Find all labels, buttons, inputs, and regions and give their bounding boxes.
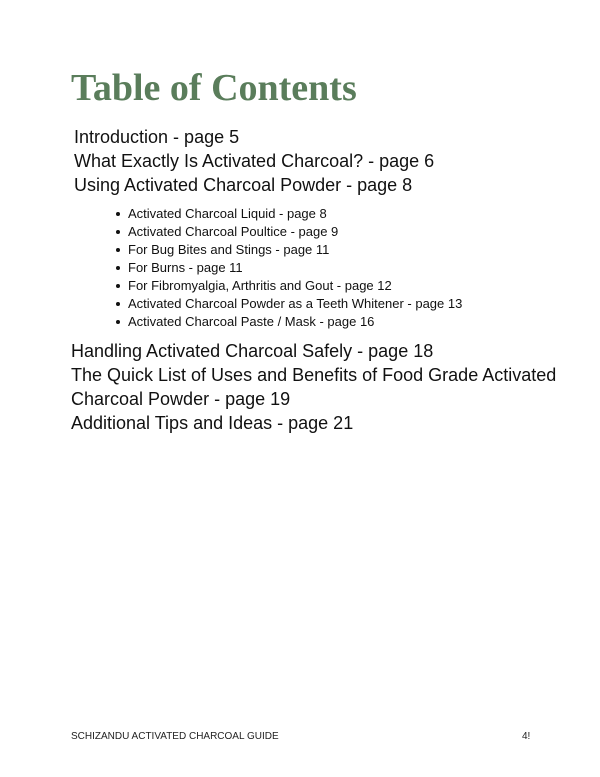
toc-subentry-burns[interactable] — [116, 259, 462, 277]
bullet-icon — [116, 212, 120, 216]
toc-entry-quick-list[interactable]: The Quick List of Uses and Benefits of Food Grade Activated Charcoal Powder - page 19 — [71, 365, 557, 409]
page-title: Table of Contents — [71, 67, 357, 109]
bullet-icon — [116, 302, 120, 306]
toc-subentry-bug-bites[interactable] — [116, 241, 462, 259]
bullet-icon — [116, 266, 120, 270]
toc-subentry-liquid[interactable] — [116, 205, 462, 223]
footer-guide-title: SCHIZANDU ACTIVATED CHARCOAL GUIDE — [71, 731, 279, 742]
footer-page-number: 4! — [522, 731, 531, 742]
toc-subentry-teeth-whitener[interactable] — [116, 295, 462, 313]
toc-subentry-label: For Bug Bites and Stings - page 11 — [128, 242, 330, 257]
toc-subentry-label: Activated Charcoal Powder as a Teeth Whitener - page 13 — [128, 296, 463, 311]
toc-subentry-poultice[interactable] — [116, 223, 462, 241]
toc-entry-additional-tips[interactable]: Additional Tips and Ideas - page 21 — [71, 413, 354, 433]
bullet-icon — [116, 248, 120, 252]
toc-secondary-entries — [71, 339, 561, 435]
toc-entry-what-is-activated-charcoal[interactable]: What Exactly Is Activated Charcoal? - page 6 — [74, 151, 435, 171]
bullet-icon — [116, 230, 120, 234]
toc-entry-introduction[interactable]: Introduction - page 5 — [74, 127, 240, 147]
toc-entry-using-powder[interactable]: Using Activated Charcoal Powder - page 8 — [74, 175, 413, 195]
toc-subentry-paste-mask[interactable] — [116, 313, 462, 331]
toc-subentry-label: For Fibromyalgia, Arthritis and Gout - page 12 — [128, 278, 392, 293]
toc-main-entries — [74, 125, 434, 197]
toc-sublist — [116, 205, 462, 331]
bullet-icon — [116, 320, 120, 324]
bullet-icon — [116, 284, 120, 288]
toc-subentry-label: Activated Charcoal Liquid - page 8 — [128, 206, 327, 221]
toc-subentry-fibromyalgia[interactable] — [116, 277, 462, 295]
toc-subentry-label: Activated Charcoal Paste / Mask - page 16 — [128, 314, 375, 329]
toc-subentry-label: Activated Charcoal Poultice - page 9 — [128, 224, 339, 239]
toc-subentry-label: For Burns - page 11 — [128, 260, 243, 275]
toc-entry-handling-safely[interactable]: Handling Activated Charcoal Safely - page 18 — [71, 341, 434, 361]
